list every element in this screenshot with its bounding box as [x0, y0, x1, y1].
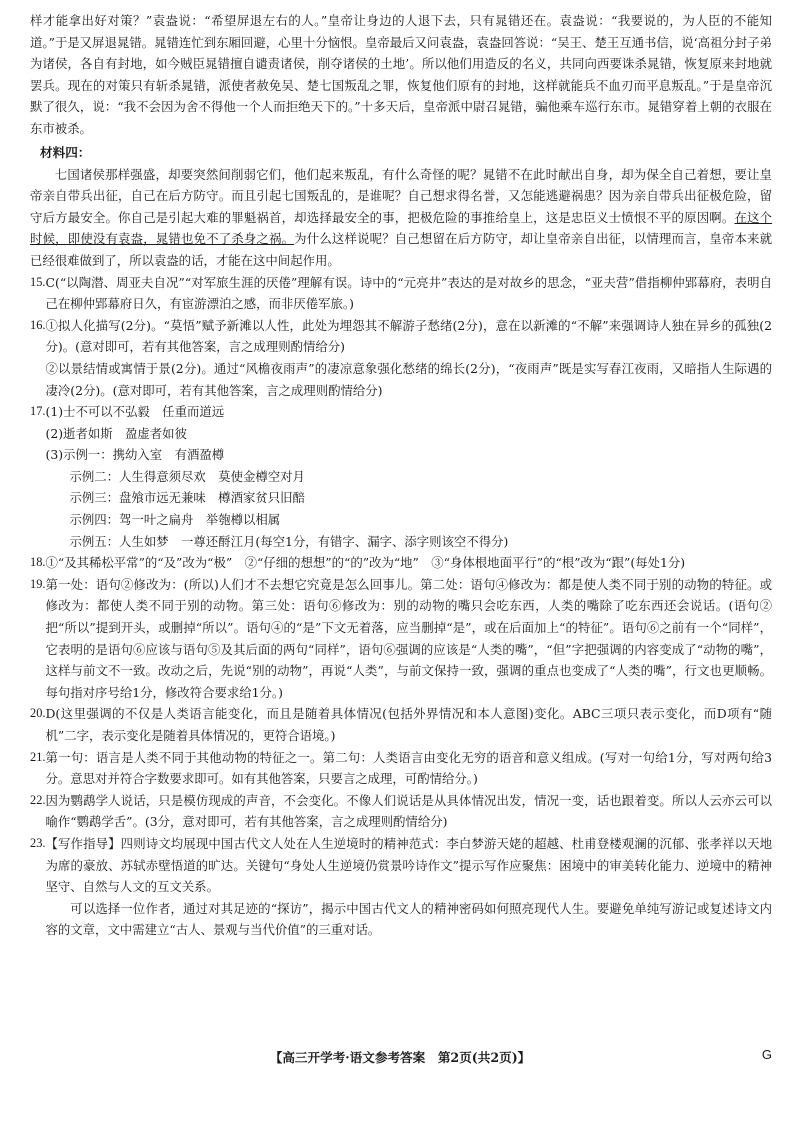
answer-example-2: 示例二：人生得意须尽欢 莫使金樽空对月: [69, 468, 305, 484]
answer-point-2: ②以景结情或寓情于景(2分)。通过“风檐夜雨声”的凄凉意象强化愁绪的绵长(2分)，“夜雨声”既是实写春江夜雨，又暗指人生际遇的凄冷(2分)。(意对即可，若有其他答案，言之成理则酌情给分): [45, 360, 772, 398]
answer-body: [46, 315, 773, 401]
writing-guide-paragraph-2: 可以选择一位作者，通过对其足迹的“探访”，揭示中国古代文人的精神密码如何照亮现代人生。要避免单纯写游记或复述诗文内容的文章，文中需建立“古人、景观与当代价值”的三重对话。: [45, 900, 772, 938]
answer-15: [30, 272, 772, 315]
answer-sub-3: (3)示例一：携幼入室 有酒盈樽: [45, 447, 225, 463]
answer-body: [46, 833, 773, 941]
answer-sub-2: (2)逝者如斯 盈虚者如彼: [45, 425, 187, 441]
answer-16: [30, 315, 772, 401]
answer-example-4: 示例四：驾一叶之扁舟 举匏樽以相属: [69, 512, 281, 528]
answer-text: 第一处：语句②修改为：(所以)人们才不去想它究竟是怎么回事儿。第二处：语句④修改为：都是使人类不同于别的动物的特征。或修改为：都使人类不同于别的动物。第三处：语句⑥修改为：别的动物的嘴只会吃东西，人类的嘴除了吃东西还会说话。(语句②把“所以”提到开头，或删掉“所以”。语句④的“是”下文无着落，应当删掉“是”，或在后面加上“的特征”。语句⑥之前有一个“同样”，它表明的是语句⑥应该与语句⑤及其后面的两句“同样”，语句⑥强调的应该是“人类的嘴”，“但”字把强调的内容变成了“动物的嘴”，这样与前文不一致。改动之后，先说“别的动物”，再说“人类”，与前文保持一致，强调的重点也变成了“人类的嘴”，行文也更顺畅。每句指对序号给1分，修改符合要求给1分。): [45, 576, 772, 700]
answer-number: 22.: [30, 792, 46, 807]
answer-21: [30, 747, 772, 790]
answer-text: 因为鹦鹉学人说话，只是模仿现成的声音，不会变化。不像人们说话是从具体情况出发，情况一变，话也跟着变。所以人云亦云可以喻作“鹦鹉学舌”。(3分，意对即可，若有其他答案，言之成理则酌情给分): [45, 792, 772, 830]
material4-title: 材料四：: [40, 144, 91, 160]
answer-22: [30, 790, 772, 833]
answer-sub-1: (1)士不可以不弘毅 任重而道远: [45, 404, 225, 420]
answer-example-5: 示例五：人生如梦 一尊还酹江月(每空1分，有错字、漏字、添字则该空不得分): [69, 533, 509, 549]
answer-19: [30, 574, 772, 704]
material4-underlined-sentence: 在这个时候，即使没有袁盎，晁错也免不了杀身之祸。: [30, 209, 773, 247]
answer-number: 20.: [30, 706, 46, 721]
answer-number: 16.: [30, 317, 46, 332]
answer-text: 第一句：语言是人类不同于其他动物的特征之一。第二句：人类语言由变化无穷的语音和意义组成。(写对一句给1分，写对两句给3分。意思对并符合字数要求即可。如有其他答案，只要言之成理，可酌情给分。): [45, 749, 772, 787]
answer-page: [30, 10, 772, 941]
answer-body: [46, 401, 773, 552]
material4-translation: [30, 164, 772, 272]
answer-number: 15.: [30, 274, 46, 289]
answer-point-1: ①拟人化描写(2分)。“莫悟”赋予新滩以人性，此处为埋怨其不解游子愁绪(2分)，意在以新滩的“不解”来强调诗人独在异乡的孤独(2分)。(意对即可，若有其他答案，言之成理则酌情给分): [45, 317, 772, 355]
page-footer: 【高三开学考·语文参考答案 第2页(共2页)】: [269, 1050, 531, 1065]
answer-text: C(“以陶潜、周亚夫自况”“对军旅生涯的厌倦”理解有误。诗中的“元亮井”表达的是对故乡的思念，“亚夫营”借指柳仲郢幕府，表明自己在柳仲郢幕府日久，有宦游漂泊之感，而非厌倦军旅。): [45, 274, 772, 312]
answer-number: 21.: [30, 749, 46, 764]
answer-number: 18.: [30, 555, 46, 570]
answer-text: D(这里强调的不仅是人类语言能变化，而且是随着具体情况(包括外界情况和本人意图)变化。ABC三项只表示变化，而D项有“随机”二字，表示变化是随着具体情况的，更符合语境。): [45, 706, 772, 743]
answer-18: [30, 552, 772, 574]
answer-text: ①“及其稀松平常”的“及”改为“极” ②“仔细的想想”的“的”改为“地” ③“身体根地面平行”的“根”改为“跟”(每处1分): [45, 555, 686, 571]
answer-23: [30, 833, 772, 941]
paper-version-code: G: [761, 1047, 772, 1062]
writing-guide: 【写作指导】四则诗文均展现中国古代文人处在人生逆境时的精神范式：李白梦游天姥的超越、杜甫登楼观澜的沉郁、张孝祥以天地为席的豪放、苏轼赤壁悟道的旷达。关键句“身处人生逆境仍赏景吟诗作文”提示写作应聚焦：困境中的审美转化能力、逆境中的精神坚守、自然与人文的互文关系。: [45, 835, 772, 895]
answer-number: 23.: [30, 835, 46, 850]
answer-number: 17.: [30, 404, 46, 419]
material3-translation: 样才能拿出好对策？”袁盎说：“希望屏退左右的人。”皇帝让身边的人退下去，只有晁错还在。袁盎说：“我要说的，为人臣的不能知道。”于是又屏退晁错。晁错连忙到东厢回避，心里十分恼恨。皇帝最后又问袁盎，袁盎回答说：“吴王、楚王互通书信，说‘高祖分封子弟为诸侯，各自有封地，如今贼臣晁错擅自谴责诸侯，削夺诸侯的土地’。所以他们用造反的名义，共同向西要诛杀晁错，恢复原来封地就罢兵。现在的对策只有斩杀晁错，派使者赦免吴、楚七国叛乱之罪，恢复他们原有的封地，这样就能兵不血刃而平息叛乱。”于是皇帝沉默了很久，说：“我不会因为舍不得他一个人而拒绝天下的。”十多天后，皇帝派中尉召晁错，骗他乘车巡行东市。晁错穿着上朝的衣服在东市被杀。: [30, 13, 772, 136]
answer-number: 19.: [30, 576, 46, 591]
answer-20: [30, 703, 772, 746]
answer-17: [30, 401, 772, 552]
material4-text-a: 七国诸侯那样强盛，却要突然间削弱它们，他们起来叛乱，有什么奇怪的呢？晁错不在此时献出自身，却为保全自己着想，要让皇帝亲自带兵出征，自己在后方防守。而且引起七国叛乱的，是谁呢？自己想求得名誉，又怎能逃避祸患？因为亲自带兵出征极危险，留守后方最安全。你自己是引起大难的罪魁祸首，却选择最安全的事，把极危险的事推给皇上，这是忠臣义士愤恨不平的原因啊。: [30, 166, 772, 225]
answer-example-3: 示例三：盘飧市远无兼味 樽酒家贫只旧醅: [69, 490, 305, 506]
material4-text-b: 为什么这样说呢？自己想留在后方防守，却让皇帝亲自出征，以情理而言，皇帝本来就已经很难做到了，所以袁盎的话，才能在这中间起作用。: [30, 231, 773, 268]
